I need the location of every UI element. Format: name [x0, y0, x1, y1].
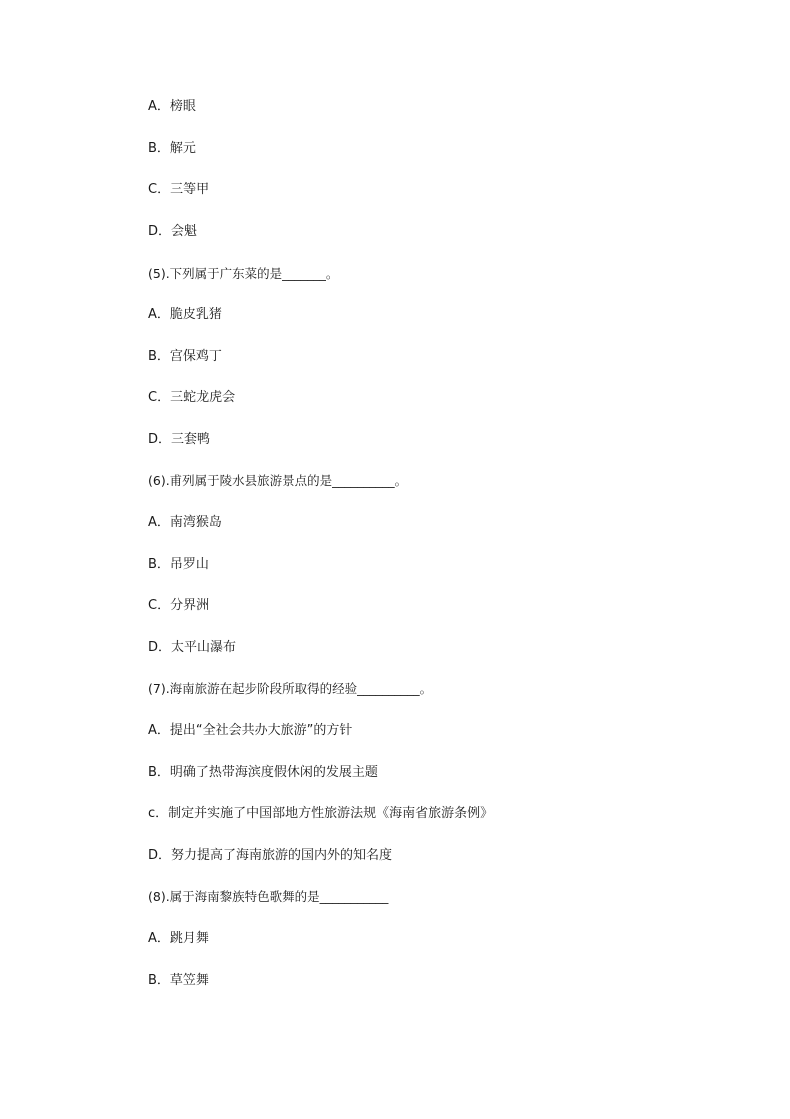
option-a: A．脆皮乳猪: [148, 307, 222, 322]
option-a: A．南湾猴岛: [148, 515, 222, 530]
option-a: A．跳月舞: [148, 931, 209, 946]
question-5: (5).下列属于广东菜的是_______。: [148, 266, 339, 281]
option-b: B．解元: [148, 141, 196, 156]
option-d: D．会魁: [148, 224, 198, 239]
option-b: B．吊罗山: [148, 557, 209, 572]
option-d: D．三套鸭: [148, 432, 211, 447]
option-a: A．榜眼: [148, 99, 196, 114]
option-b: B．宫保鸡丁: [148, 349, 222, 364]
option-d: D．努力提高了海南旅游的国内外的知名度: [148, 848, 393, 863]
option-c: C．三等甲: [148, 182, 210, 197]
option-d: D．太平山瀑布: [148, 640, 237, 655]
question-8: (8).属于海南黎族特色歌舞的是___________: [148, 889, 389, 904]
question-7: (7).海南旅游在起步阶段所取得的经验__________。: [148, 681, 433, 696]
option-c: c．制定并实施了中国部地方性旅游法规《海南省旅游条例》: [148, 806, 494, 821]
option-c: C．三蛇龙虎会: [148, 390, 236, 405]
option-b: B．草笠舞: [148, 973, 209, 988]
question-6: (6).甫列属于陵水县旅游景点的是__________。: [148, 473, 408, 488]
option-a: A．提出“全社会共办大旅游”的方针: [148, 723, 353, 738]
option-c: C．分界洲: [148, 598, 210, 613]
option-b: B．明确了热带海滨度假休闲的发展主题: [148, 765, 378, 780]
